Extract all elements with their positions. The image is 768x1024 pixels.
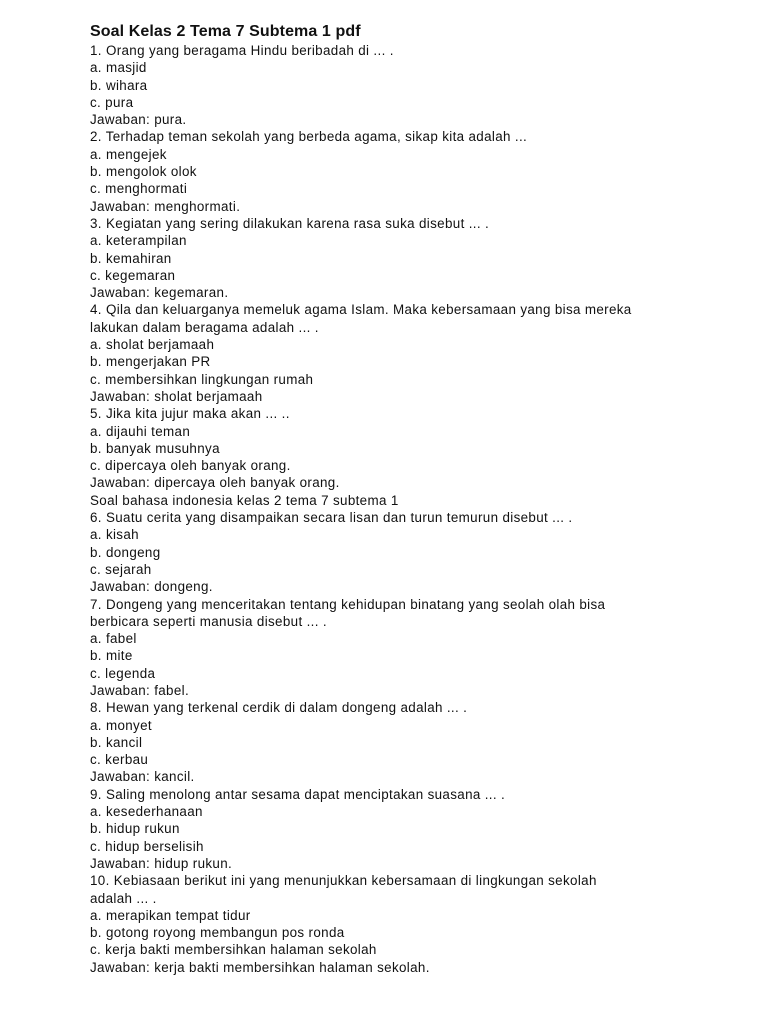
text-line: a. mengejek (90, 146, 167, 162)
document-title: Soal Kelas 2 Tema 7 Subtema 1 pdf (90, 23, 361, 40)
text-line: c. pura (90, 94, 134, 110)
text-line: b. banyak musuhnya (90, 440, 220, 456)
text-line: b. gotong royong membangun pos ronda (90, 925, 345, 941)
text-line: b. kancil (90, 734, 143, 750)
text-line: c. legenda (90, 665, 156, 681)
text-line: Jawaban: hidup rukun. (90, 855, 233, 871)
text-line: c. sejarah (90, 561, 152, 577)
text-line: b. mengolok olok (90, 164, 197, 180)
text-line: 8. Hewan yang terkenal cerdik di dalam dongeng adalah ... . (90, 700, 468, 716)
text-line: a. monyet (90, 717, 152, 733)
text-line: c. hidup berselisih (90, 838, 204, 854)
text-line: 9. Saling menolong antar sesama dapat menciptakan suasana ... . (90, 786, 506, 802)
text-line: Jawaban: menghormati. (90, 198, 241, 214)
text-line: berbicara seperti manusia disebut ... . (90, 613, 327, 629)
document-page (90, 22, 750, 976)
text-line: a. fabel (90, 631, 137, 647)
text-line: b. mite (90, 648, 133, 664)
text-line: 7. Dongeng yang menceritakan tentang kehidupan binatang yang seolah olah bisa (90, 596, 606, 612)
text-line: lakukan dalam beragama adalah ... . (90, 319, 319, 335)
text-line: adalah ... . (90, 890, 157, 906)
text-line: 10. Kebiasaan berikut ini yang menunjukkan kebersamaan di lingkungan sekolah (90, 873, 597, 889)
text-line: b. hidup rukun (90, 821, 180, 837)
text-line: b. kemahiran (90, 250, 172, 266)
text-line: Jawaban: dipercaya oleh banyak orang. (90, 475, 340, 491)
text-line: 5. Jika kita jujur maka akan ... .. (90, 406, 290, 422)
text-line: Soal bahasa indonesia kelas 2 tema 7 subtema 1 (90, 492, 399, 508)
text-line: Jawaban: dongeng. (90, 579, 213, 595)
text-line: b. mengerjakan PR (90, 354, 211, 370)
text-line: 6. Suatu cerita yang disampaikan secara lisan dan turun temurun disebut ... . (90, 510, 573, 526)
text-line: a. masjid (90, 60, 147, 76)
text-line: c. dipercaya oleh banyak orang. (90, 458, 291, 474)
text-line: Jawaban: kancil. (90, 769, 195, 785)
text-line: c. kerja bakti membersihkan halaman sekolah (90, 942, 377, 958)
text-line: a. sholat berjamaah (90, 337, 215, 353)
text-line: Jawaban: pura. (90, 112, 187, 128)
text-line: 2. Terhadap teman sekolah yang berbeda agama, sikap kita adalah ... (90, 129, 528, 145)
text-line: Jawaban: kegemaran. (90, 285, 229, 301)
text-line: a. merapikan tempat tidur (90, 907, 251, 923)
text-line: 3. Kegiatan yang sering dilakukan karena rasa suka disebut ... . (90, 215, 490, 231)
text-line: Jawaban: sholat berjamaah (90, 388, 263, 404)
text-line: c. kegemaran (90, 267, 176, 283)
text-line: c. kerbau (90, 752, 149, 768)
text-line: Jawaban: kerja bakti membersihkan halaman sekolah. (90, 959, 430, 975)
text-line: c. membersihkan lingkungan rumah (90, 371, 314, 387)
text-line: a. kesederhanaan (90, 804, 203, 820)
text-line: Jawaban: fabel. (90, 682, 190, 698)
text-line: a. kisah (90, 527, 139, 543)
text-line: c. menghormati (90, 181, 188, 197)
text-line: 4. Qila dan keluarganya memeluk agama Islam. Maka kebersamaan yang bisa mereka (90, 302, 632, 318)
text-line: b. wihara (90, 77, 148, 93)
document-body (90, 42, 750, 976)
text-line: 1. Orang yang beragama Hindu beribadah di ... . (90, 43, 394, 58)
text-line: b. dongeng (90, 544, 161, 560)
text-line: a. keterampilan (90, 233, 187, 249)
text-line: a. dijauhi teman (90, 423, 191, 439)
